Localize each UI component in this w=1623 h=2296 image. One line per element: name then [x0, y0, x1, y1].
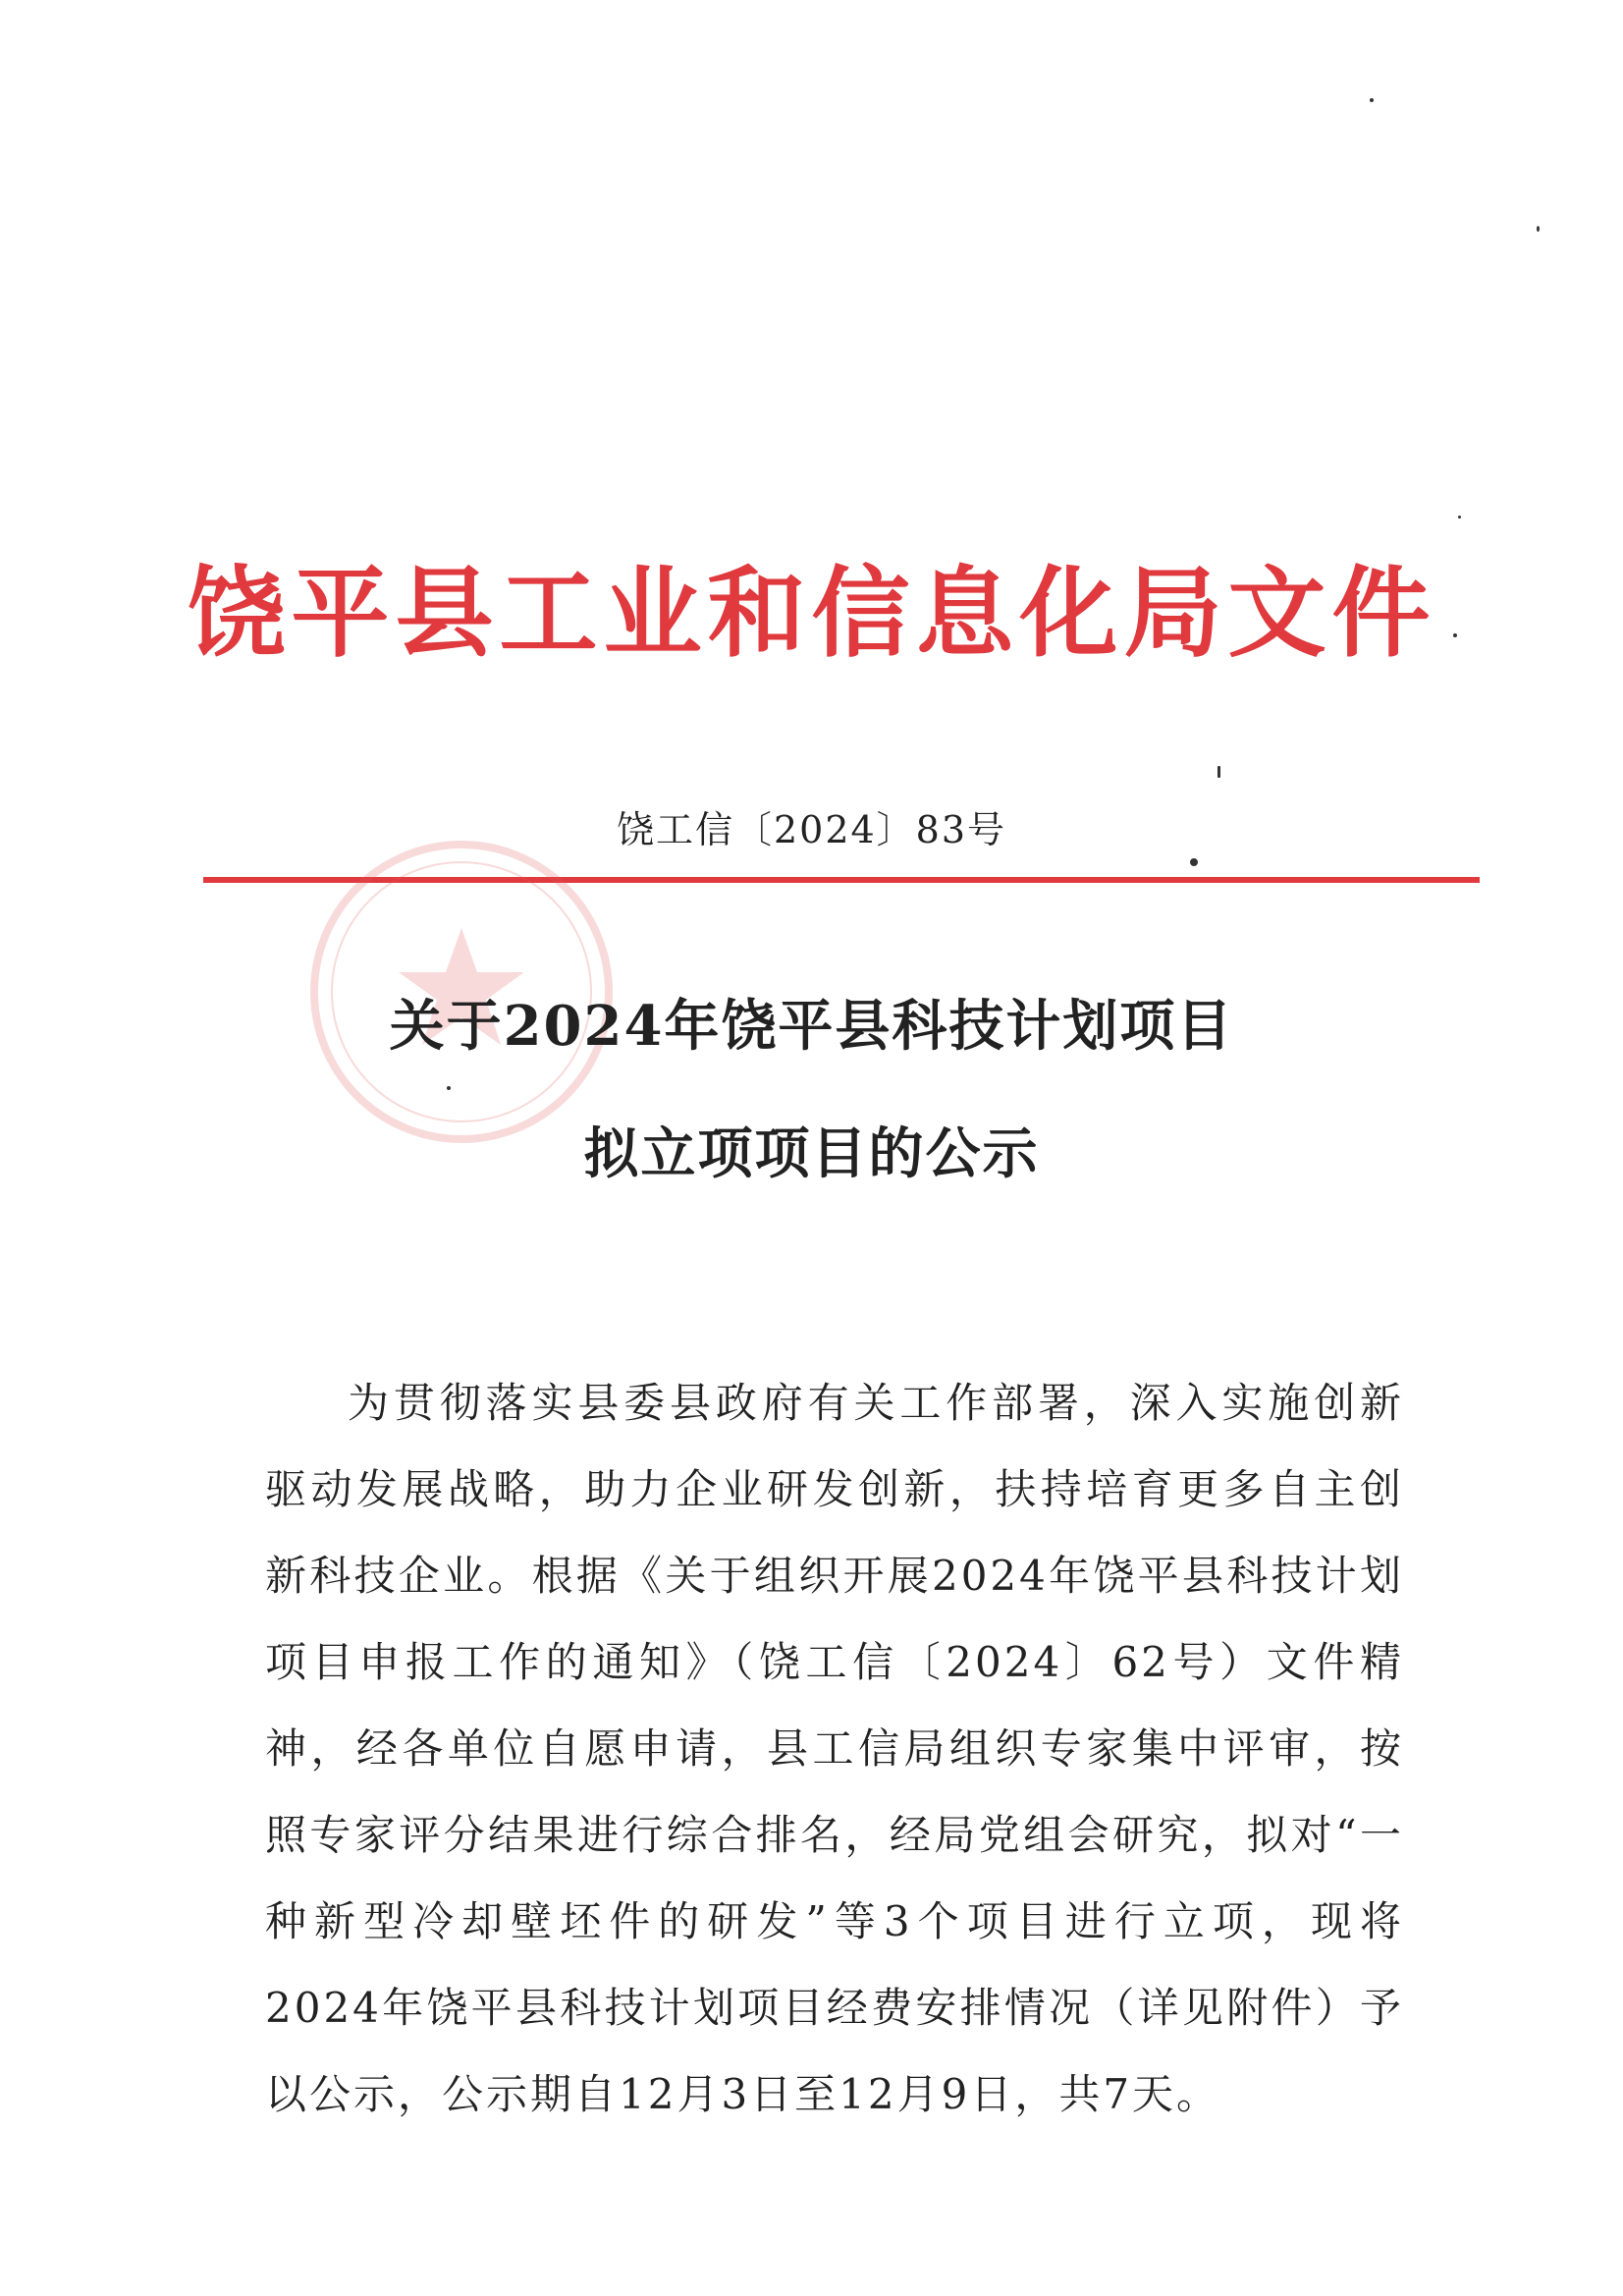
scan-speck: [1453, 633, 1457, 637]
document-title-line-1: 关于2024年饶平县科技计划项目: [389, 994, 1234, 1059]
scan-speck: [1370, 98, 1374, 102]
scan-speck: [1217, 766, 1220, 778]
body-paragraph: 为贯彻落实县委县政府有关工作部署，深入实施创新驱动发展战略，助力企业研发创新，扶持培育更多自主创新科技企业。根据《关于组织开展2024年饶平县科技计划项目申报工作的通知》（饶工信〔2024〕62号）文件精神，经各单位自愿申请，县工信局组织专家集中评审，按照专家评分结果进行综合排名，经局党组会研究，拟对“一种新型冷却壁坯件的研发”等3个项目进行立项，现将2024年饶平县科技计划项目经费安排情况（详见附件）予以公示，公示期自12月3日至12月9日，共7天。: [265, 1379, 1404, 2118]
issuing-authority-header: 饶平县工业和信息化局文件: [187, 556, 1436, 671]
scan-speck: [447, 1086, 451, 1090]
scan-speck: [1190, 858, 1198, 866]
scan-speck: [1458, 516, 1461, 519]
scan-speck: [1537, 226, 1540, 232]
document-title-line-2: 拟立项项目的公示: [583, 1121, 1040, 1186]
document-number: 饶工信〔2024〕83号: [616, 808, 1007, 851]
